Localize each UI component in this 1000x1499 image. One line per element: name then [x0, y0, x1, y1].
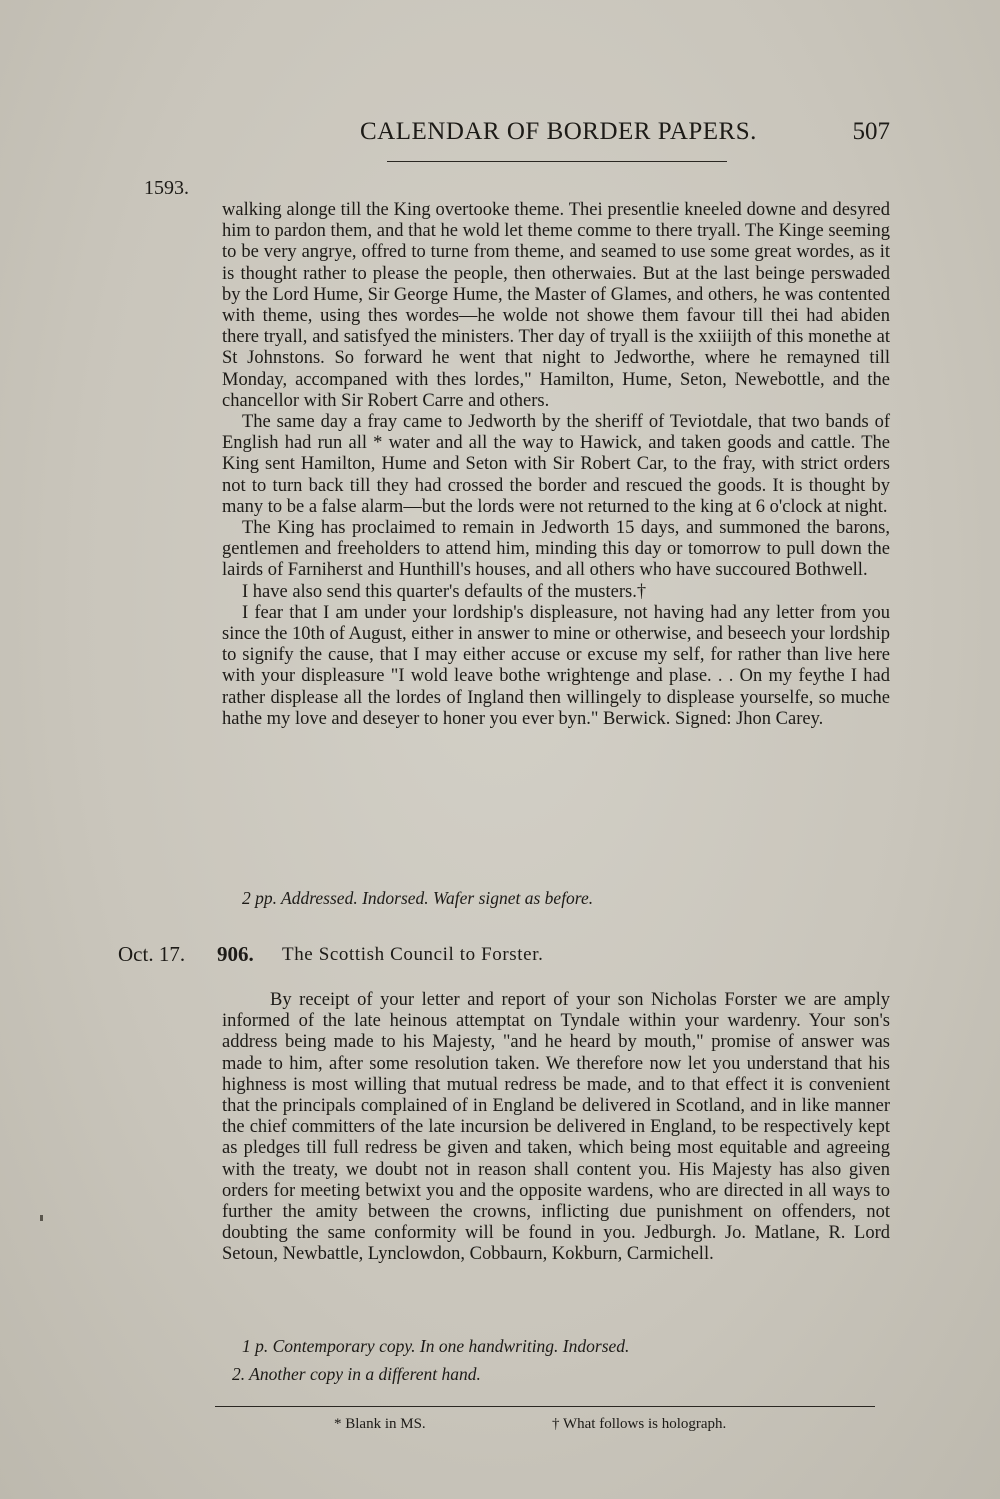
letter-paragraph: walking alonge till the King overtooke theme. Thei presentlie kneeled downe and desyred him to pardon them, and that he wold let theme comme to there tryall. The Kinge seeming to be very angrye, offred to turne from theme, and seamed to use some great wordes, as it is thought rather to please the people, then otherwaies. But at the last beinge perswaded by the Lord Hume, Sir George Hume, the Master of Glames, and others, he was contented with theme, using thes wordes—he wolde not showe them favour till thei had abiden there tryall, and satisfyed the ministers. Ther day of tryall is the xxiiijth of this monethe at St Johnstons. So forward he went that night to Jedworthe, where he remayned till Monday, accompaned with thes lordes," Hamilton, Hume, Seton, Newebottle, and the chancellor with Sir Robert Carre and others. — [222, 200, 890, 411]
entry-endorsement: 1 p. Contemporary copy. In one handwriting. Indorsed. — [242, 1336, 630, 1356]
entry-paragraph: By receipt of your letter and report of your son Nicholas Forster we are amply informed of the late heinous attemptat on Tyndale within your wardenry. Your son's address being made to his Majesty, "and he heard by mouth," promise of answer was made to him, after some resolution taken. We therefore now let you understand that his highness is most willing that mutual redress be made, and to that effect it is convenient that the principals complained of in England be delivered in Scotland, and in like manner the chief committers of the late incursion be delivered in England, to be respectively kept as pledges till full redress be given and taken, which being most equitable and agreeing with the treaty, we doubt not in reason shall content you. His Majesty has also given orders for meeting betwixt you and the opposite wardens, who are directed in all ways to further the amity between the crowns, inflicting due punishment on offenders, not doubting the same conformity will be found in you. Jedburgh. Jo. Matlane, R. Lord Setoun, Newbattle, Lynclowdon, Cobbaurn, Kokburn, Carmichell. — [222, 990, 890, 1265]
footnote-holograph: † What follows is holograph. — [552, 1416, 727, 1432]
letter-body — [222, 200, 890, 730]
entry-body — [222, 990, 890, 1266]
entry-date: Oct. 17. — [118, 942, 186, 966]
margin-mark — [40, 1215, 43, 1221]
letter-endorsement: 2 pp. Addressed. Indorsed. Wafer signet as before. — [242, 888, 594, 908]
header-rule — [387, 161, 727, 162]
entry-copy-note: 2. Another copy in a different hand. — [232, 1364, 481, 1384]
entry-number: 906. — [217, 942, 254, 966]
letter-paragraph: The same day a fray came to Jedworth by the sheriff of Teviotdale, that two bands of English had run all * water and all the way to Hawick, and taken goods and cattle. The King sent Hamilton, Hume and Seton with Sir Robert Car, to the fray, with strict orders not to turn back till they had crossed the border and rescued the goods. It is thought by many to be a false alarm—but the lords were not returned to the king at 6 o'clock at night. — [222, 412, 890, 517]
margin-year: 1593. — [144, 177, 189, 199]
letter-paragraph: I have also send this quarter's defaults of the musters.† — [242, 581, 647, 602]
entry-title: The Scottish Council to Forster. — [282, 944, 544, 965]
running-header — [360, 118, 890, 158]
page-number: 507 — [852, 118, 890, 145]
footnote-rule — [215, 1406, 875, 1407]
letter-paragraph: I fear that I am under your lordship's displeasure, not having had any letter from you since the 10th of August, either in answer to mine or otherwise, and beseech your lordship to signify the cause, that I may either accuse or excuse my self, for rather than live here with your displeasure "I wold leave bothe wrightenge and plase. . . On my feythe I had rather displease all the lordes of Ingland then willingely to displease yourselfe, so muche hathe my love and deseyer to honer you ever byn." Berwick. Signed: Jhon Carey. — [222, 602, 890, 729]
footnote-blank: * Blank in MS. — [334, 1416, 426, 1432]
running-title: CALENDAR OF BORDER PAPERS. — [360, 118, 757, 145]
letter-paragraph: The King has proclaimed to remain in Jedworth 15 days, and summoned the barons, gentlemen and freeholders to attend him, minding this day or tomorrow to pull down the lairds of Farniherst and Hunthill's houses, and all others who have succoured Bothwell. — [222, 518, 890, 581]
